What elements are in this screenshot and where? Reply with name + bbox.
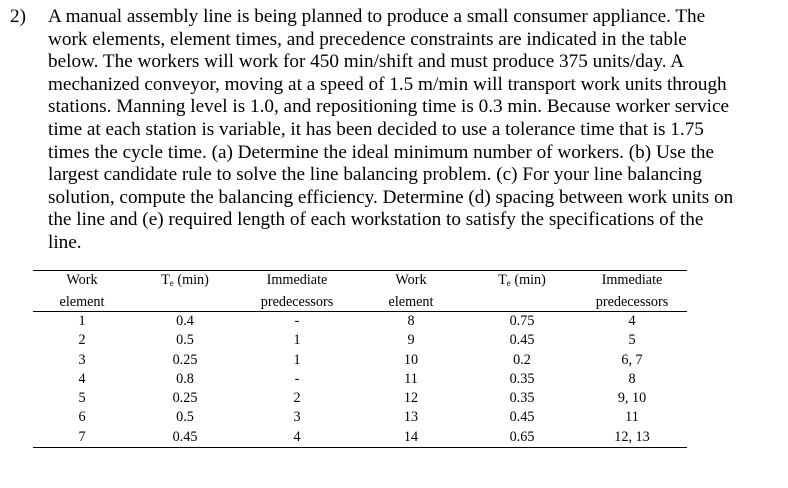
pred-cell: 1: [293, 351, 301, 368]
problem-line: below. The workers will work for 450 min/shift and must produce 375 units/day. A: [48, 51, 685, 73]
element-cell: 11: [404, 370, 418, 387]
header-work-element-2: element: [355, 293, 467, 312]
te-cell: 0.45: [509, 409, 535, 426]
te-cell: 0.2: [513, 351, 531, 368]
element-cell: 1: [78, 313, 86, 329]
header-predecessors: Immediate: [577, 271, 687, 293]
header-predecessors-2: predecessors: [577, 293, 687, 312]
pred-cell: 11: [625, 409, 639, 426]
te-cell: 0.65: [467, 428, 577, 448]
pred-cell: 8: [628, 370, 636, 387]
problem-line: time at each station is variable, it has been decided to use a tolerance time that is 1.75: [48, 118, 704, 140]
problem-line: solution, compute the balancing efficiency. Determine (d) spacing between work units on: [48, 186, 734, 208]
problem-line: mechanized conveyor, moving at a speed of 1.5 m/min will transport work units through: [48, 73, 727, 95]
header-te-blank: [467, 293, 577, 312]
table-header-row: [33, 293, 687, 312]
header-te-subscript: e: [506, 278, 511, 288]
table-row: [33, 312, 687, 332]
problem-line: largest candidate rule to solve the line balancing problem. (c) For your line balancing: [48, 164, 702, 186]
header-te-symbol: T: [498, 272, 507, 288]
problem-line: times the cycle time. (a) Determine the ideal minimum number of workers. (b) Use the: [48, 141, 715, 163]
element-cell: 8: [407, 313, 415, 329]
pred-cell: 3: [293, 409, 301, 426]
problem-statement: [10, 6, 780, 255]
te-cell: 0.35: [509, 370, 535, 387]
header-te: [467, 271, 577, 293]
element-cell: 6: [78, 409, 86, 426]
element-cell: 4: [78, 370, 86, 387]
header-predecessors-2: predecessors: [239, 293, 355, 312]
element-cell: 10: [403, 351, 419, 368]
header-te-blank: [131, 293, 239, 312]
problem-line: stations. Manning level is 1.0, and repositioning time is 0.3 min. Because worker service: [48, 96, 730, 118]
pred-cell: 4: [239, 428, 355, 448]
te-cell: 0.4: [176, 313, 194, 329]
problem-line: work elements, element times, and precedence constraints are indicated in the table: [48, 28, 687, 50]
pred-cell: -: [294, 313, 300, 329]
problem-line: A manual assembly line is being planned to produce a small consumer appliance. The: [48, 6, 706, 27]
te-cell: 0.5: [176, 409, 194, 426]
table-row: [33, 351, 687, 370]
pred-cell: 6, 7: [621, 351, 643, 368]
element-cell: 7: [33, 428, 131, 448]
problem-line: the line and (e) required length of each workstation to satisfy the specifications of the: [48, 209, 704, 231]
element-cell: 13: [403, 409, 419, 426]
header-work-element-2: element: [33, 293, 131, 312]
te-cell: 0.5: [176, 332, 194, 349]
problem-text: [48, 6, 782, 255]
header-te-unit: (min): [173, 272, 209, 288]
element-cell: 9: [407, 332, 415, 349]
table-row: [33, 331, 687, 350]
pred-cell: 5: [628, 332, 636, 349]
pred-cell: 9, 10: [617, 390, 647, 407]
header-te: [131, 271, 239, 293]
problem-number: 2): [10, 6, 26, 27]
pred-cell: -: [294, 370, 300, 387]
work-elements-table: [33, 270, 687, 448]
pred-cell: 4: [628, 313, 636, 329]
table-header-row: [33, 271, 687, 293]
te-cell: 0.75: [509, 313, 535, 329]
te-cell: 0.45: [509, 332, 535, 349]
table-row: [33, 370, 687, 389]
header-te-subscript: e: [169, 278, 174, 288]
table-row: [33, 408, 687, 427]
pred-cell: 12, 13: [577, 428, 687, 448]
table-row: [33, 428, 687, 448]
element-cell: 5: [78, 390, 86, 407]
element-cell: 2: [78, 332, 86, 349]
header-predecessors: Immediate: [239, 271, 355, 293]
te-cell: 0.8: [176, 370, 194, 387]
pred-cell: 1: [293, 332, 301, 349]
header-work-element: Work: [355, 271, 467, 293]
te-cell: 0.35: [509, 390, 535, 407]
te-cell: 0.25: [172, 351, 198, 368]
te-cell: 0.45: [131, 428, 239, 448]
element-cell: 14: [355, 428, 467, 448]
header-te-unit: (min): [510, 272, 546, 288]
element-cell: 3: [78, 351, 86, 368]
pred-cell: 2: [293, 390, 301, 407]
header-te-symbol: T: [161, 272, 170, 288]
element-cell: 12: [403, 390, 419, 407]
header-work-element: Work: [33, 271, 131, 293]
table-row: [33, 389, 687, 408]
te-cell: 0.25: [172, 390, 198, 407]
problem-line: line.: [48, 231, 82, 253]
